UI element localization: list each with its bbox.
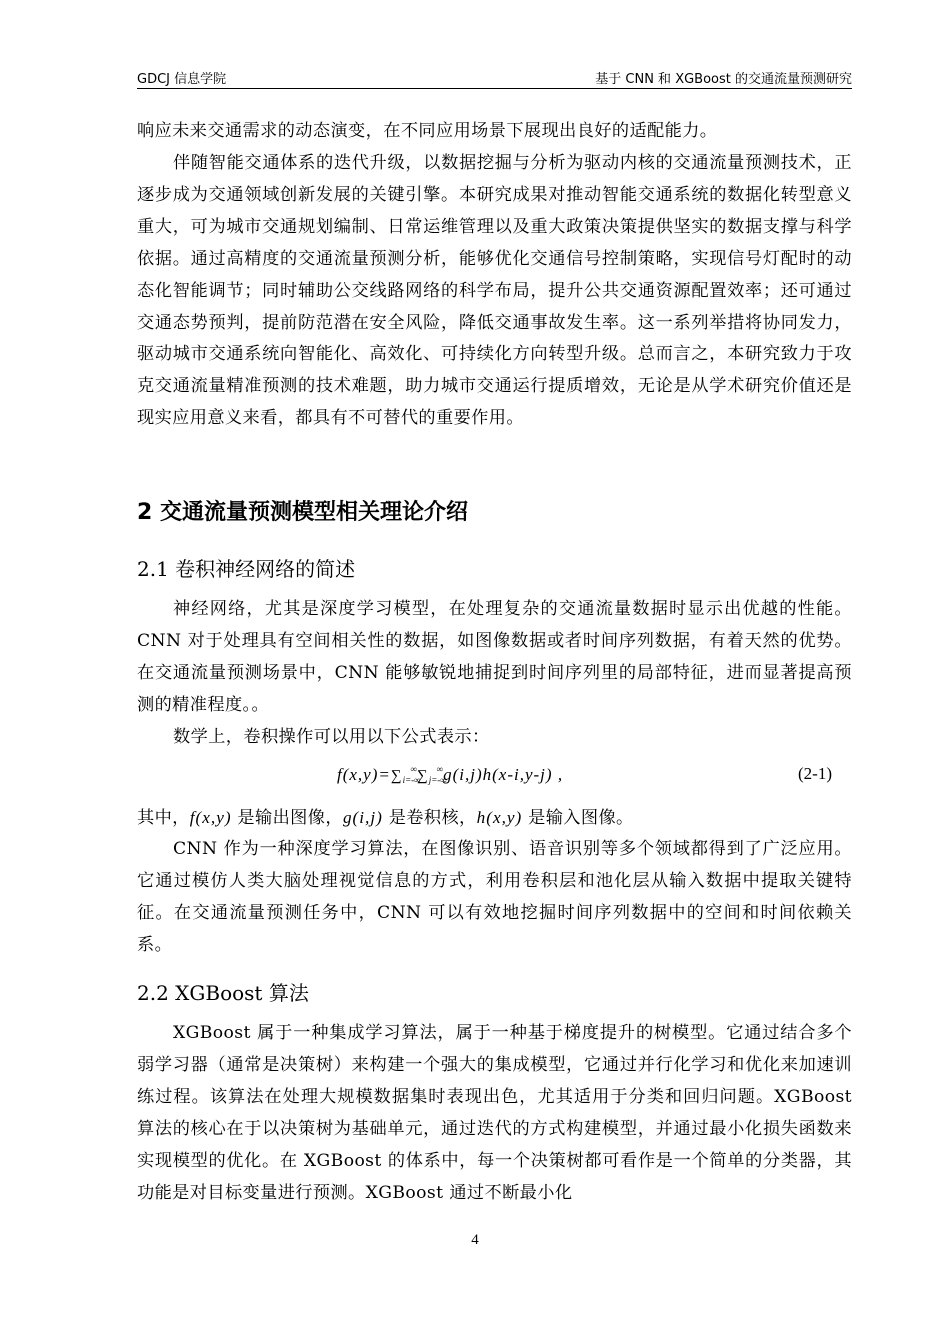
- paragraph-0: 响应未来交通需求的动态演变，在不同应用场景下展现出良好的适配能力。: [137, 121, 718, 141]
- paragraph-intro-end: [137, 116, 852, 148]
- symbol-f: f(x,y): [189, 808, 232, 827]
- equation-number: (2-1): [798, 764, 832, 783]
- equation-tail: ,: [552, 765, 564, 784]
- paragraph-5: CNN 作为一种深度学习算法，在图像识别、语音识别等多个领域都得到了广泛应用。它通过模仿人类大脑处理视觉信息的方式，利用卷积层和池化层从输入数据中提取关键特征。在交通流量预测任务中，CNN 可以有效地挖掘时间序列数据中的空间和时间依赖关系。: [137, 839, 852, 955]
- paragraph-3: 数学上，卷积操作可以用以下公式表示：: [173, 727, 490, 747]
- paragraph-2: 神经网络，尤其是深度学习模型，在处理复杂的交通流量数据时显示出优越的性能。CNN 对于处理具有空间相关性的数据，如图像数据或者时间序列数据，有着天然的优势。在交通流量预测场景中，CNN 能够敏锐地捕捉到时间序列里的局部特征，进而显著提高预测的精准程度。。: [137, 599, 852, 715]
- equation-2-1: [137, 762, 852, 794]
- subsection-heading-2-1: 2.1 卷积神经网络的简述: [137, 557, 356, 581]
- paragraph-4: [137, 802, 852, 835]
- sum-symbol-1: ∑: [390, 768, 403, 784]
- where-kernel: 是卷积核，: [382, 808, 477, 828]
- symbol-g: g(i,j): [342, 808, 383, 827]
- subsection-heading-2-2: 2.2 XGBoost 算法: [137, 981, 309, 1005]
- sum1-lower: i=-∞: [402, 775, 421, 785]
- paragraph-where: [137, 802, 852, 835]
- symbol-h: h(x,y): [476, 808, 523, 827]
- page-header: [137, 66, 852, 89]
- where-prefix: 其中，: [137, 808, 190, 828]
- paragraph-cnn-apps: [137, 834, 852, 962]
- equation-lhs: f(x,y)=: [337, 765, 391, 784]
- paragraph-cnn-intro: [137, 594, 852, 722]
- where-output: 是输出图像，: [231, 808, 343, 828]
- sum-symbol-2: ∑: [416, 768, 429, 784]
- header-left: GDCJ 信息学院: [137, 72, 227, 87]
- paragraph-6: XGBoost 属于一种集成学习算法，属于一种基于梯度提升的树模型。它通过结合多个弱学习器（通常是决策树）来构建一个强大的集成模型，它通过并行化学习和优化来加速训练过程。该算法在处理大规模数据集时表现出色，尤其适用于分类和回归问题。XGBoost 算法的核心在于以决策树为基础单元，通过迭代的方式构建模型，并通过最小化损失函数来实现模型的优化。在 XGBoost 的体系中，每一个决策树都可看作是一个简单的分类器，其功能是对目标变量进行预测。XGBoost 通过不断最小化: [137, 1023, 852, 1203]
- sum2-lower: j=-∞: [428, 775, 447, 785]
- section-heading-2: 2 交通流量预测模型相关理论介绍: [137, 500, 468, 525]
- paragraph-xgboost: [137, 1018, 852, 1209]
- equation-formula: [337, 764, 563, 785]
- sum2-upper: ∞: [436, 764, 444, 774]
- paragraph-math-intro: [137, 722, 852, 754]
- paragraph-significance: [137, 148, 852, 435]
- sum1-upper: ∞: [410, 764, 417, 774]
- page-number: 4: [471, 1232, 479, 1248]
- where-input: 是输入图像。: [522, 808, 634, 828]
- header-right: 基于 CNN 和 XGBoost 的交通流量预测研究: [595, 72, 852, 87]
- paragraph-1: 伴随智能交通体系的迭代升级，以数据挖掘与分析为驱动内核的交通流量预测技术，正逐步成为交通领域创新发展的关键引擎。本研究成果对推动智能交通系统的数据化转型意义重大，可为城市交通规划编制、日常运维管理以及重大政策决策提供坚实的数据支撑与科学依据。通过高精度的交通流量预测分析，能够优化交通信号控制策略，实现信号灯配时的动态化智能调节；同时辅助公交线路网络的科学布局，提升公共交通资源配置效率；还可通过交通态势预判，提前防范潜在安全风险，降低交通事故发生率。这一系列举措将协同发力，驱动城市交通系统向智能化、高效化、可持续化方向转型升级。总而言之，本研究致力于攻克交通流量精准预测的技术难题，助力城市交通运行提质增效，无论是从学术研究价值还是现实应用意义来看，都具有不可替代的重要作用。: [137, 153, 852, 429]
- equation-body: g(i,j)h(x-i,y-j): [443, 765, 553, 784]
